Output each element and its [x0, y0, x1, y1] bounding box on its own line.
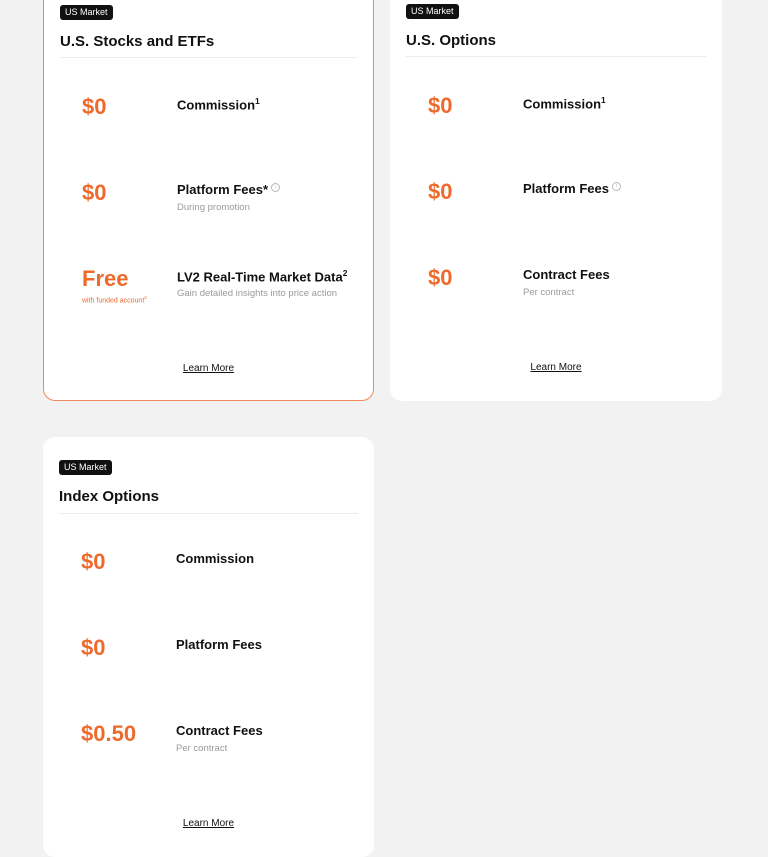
footnote-marker: 2 [342, 268, 348, 278]
fee-row-platform [390, 179, 722, 239]
card-title: U.S. Options [406, 32, 496, 49]
fee-label: Commission$^1$ [523, 95, 606, 112]
footnote-marker: 1 [255, 96, 260, 106]
fee-label: Contract Fees [523, 267, 610, 282]
fee-row-platform [44, 180, 373, 240]
price-value: $0 [82, 94, 107, 119]
fee-label: Platform Fees i [523, 181, 621, 196]
pricing-card-index-options [43, 437, 374, 857]
footnote-marker: 1 [601, 95, 606, 105]
fee-subtext: Per contract [523, 287, 575, 298]
fee-label: Commission [176, 551, 255, 566]
card-title: U.S. Stocks and ETFs [60, 33, 215, 50]
fee-row-commission [390, 93, 722, 153]
market-badge: US Market [59, 460, 112, 475]
price-note: with funded account$^2$ [82, 295, 147, 305]
price-value: $0 [428, 265, 453, 290]
price-value: $0.50 [81, 721, 137, 746]
fee-subtext: During promotion [177, 202, 250, 213]
fee-row-contract [43, 721, 374, 781]
fee-subtext: Gain detailed insights into price action [177, 288, 338, 299]
price-value: Free [82, 266, 129, 291]
fee-row-commission [44, 94, 373, 154]
price-value: $0 [428, 93, 453, 118]
fee-label: Platform Fees* i [177, 182, 280, 197]
fee-label: LV2 Real-Time Market Data$^2$ [177, 268, 348, 285]
market-badge: US Market [60, 5, 113, 20]
pricing-card-us-stocks [43, 0, 374, 401]
fee-row-contract [390, 265, 722, 325]
market-badge: US Market [406, 4, 459, 19]
card-title: Index Options [59, 488, 160, 505]
fee-label: Platform Fees [176, 637, 262, 652]
fee-label: Contract Fees [176, 723, 263, 738]
price-value: $0 [81, 549, 106, 574]
learn-more-link[interactable]: Learn More [182, 818, 235, 829]
fee-label: Commission$^1$ [177, 96, 260, 113]
price-value: $0 [81, 635, 106, 660]
fee-row-platform [43, 635, 374, 695]
fee-row-market-data [44, 266, 373, 326]
info-icon[interactable]: i [612, 182, 621, 191]
price-value: $0 [82, 180, 107, 205]
learn-more-link[interactable]: Learn More [530, 362, 582, 373]
divider [406, 56, 706, 57]
pricing-card-us-options [390, 0, 722, 401]
fee-subtext: Per contract [176, 743, 228, 754]
fee-row-commission [43, 549, 374, 609]
info-icon[interactable]: i [271, 183, 280, 192]
price-value: $0 [428, 179, 453, 204]
learn-more-link[interactable]: Learn More [182, 363, 235, 374]
divider [59, 513, 358, 514]
divider [60, 57, 357, 58]
